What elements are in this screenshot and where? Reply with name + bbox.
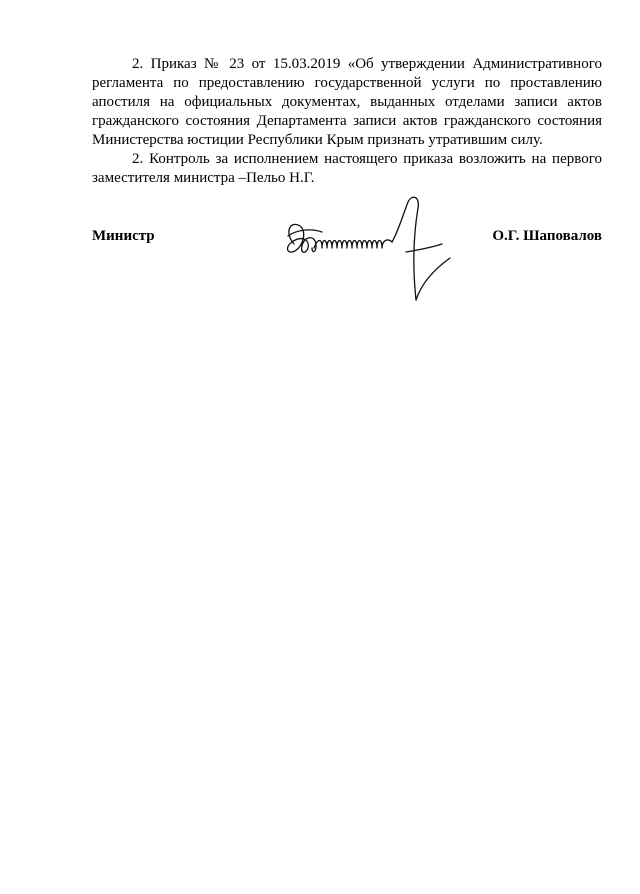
paragraph-revocation: 2. Приказ № 23 от 15.03.2019 «Об утверждении Административного регламента по предоставлению государственной услуги по проставлению апостиля на официальных документах, выданных отделами записи актов гражданского состояния Департамента записи актов гражданского состояния Министерства юстиции Республики Крым признать утратившим силу. [92,56,602,148]
position-title: Министр [92,228,155,244]
signatory-name: О.Г. Шаповалов [492,228,602,244]
handwritten-signature-icon [280,192,470,312]
document-body [92,55,602,188]
paragraph-control: 2. Контроль за исполнением настоящего приказа возложить на первого заместителя министра –Пельо Н.Г. [92,151,602,186]
